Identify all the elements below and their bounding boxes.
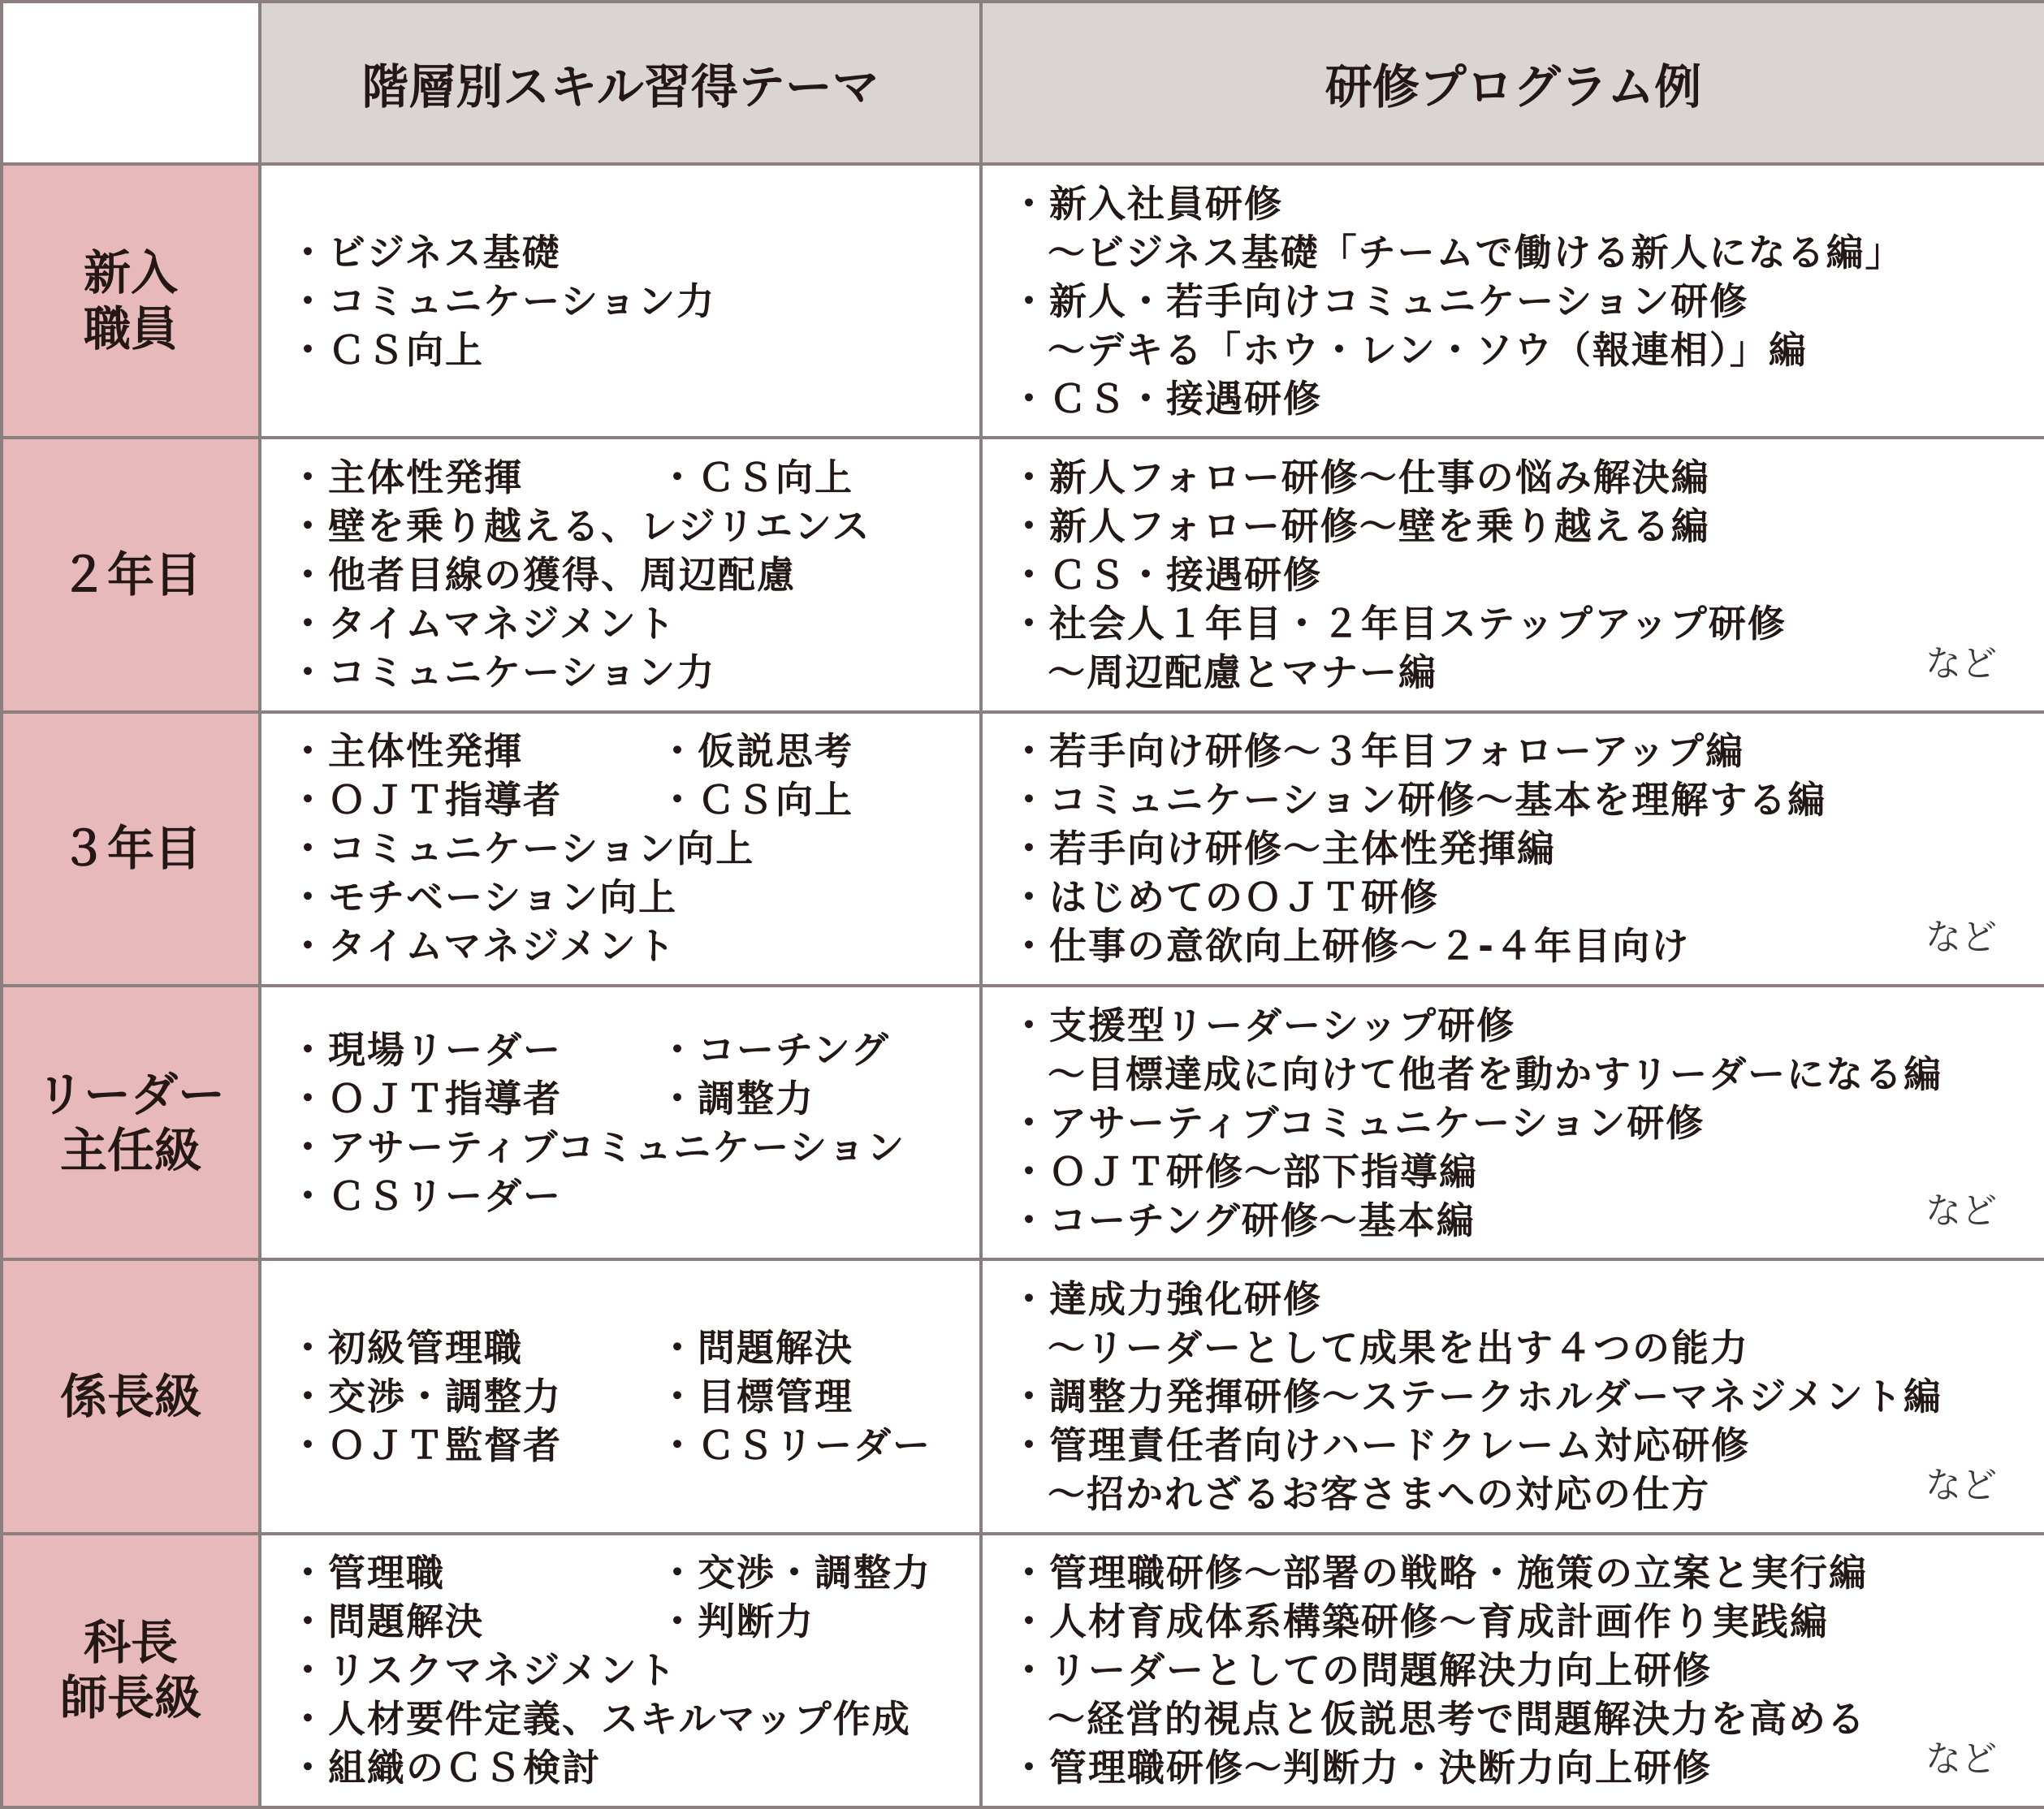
row-level-label xyxy=(2,164,260,438)
program-item: ・コミュニケーション研修～基本を理解する編 xyxy=(1010,778,1827,822)
row-level-label xyxy=(2,1259,260,1533)
skill-line xyxy=(289,1548,979,1597)
program-subtitle: ～経営的視点と仮説思考で問題解決力を高める xyxy=(1048,1697,1866,1742)
level-label-line: リーダー xyxy=(36,1067,225,1123)
skill-line xyxy=(289,1074,979,1123)
skill-line xyxy=(289,775,979,824)
skill-line xyxy=(289,599,979,648)
skill-item: ・調整力 xyxy=(659,1076,815,1120)
skill-item: ・ＣＳリーダー xyxy=(289,1173,562,1218)
program-item: ・コーチング研修～基本編 xyxy=(1010,1198,1476,1242)
skill-item: ・組織のＣＳ検討 xyxy=(289,1746,601,1790)
skill-line xyxy=(289,326,979,374)
skill-item: ・初級管理職 xyxy=(289,1325,523,1370)
skill-item: ・ＣＳ向上 xyxy=(659,778,853,822)
level-label-line: 職員 xyxy=(83,300,178,356)
skill-list xyxy=(261,1025,979,1220)
program-item: ・新入社員研修 xyxy=(1010,181,1283,226)
skill-line xyxy=(289,648,979,697)
skill-line xyxy=(289,502,979,550)
skill-item: ・コーチング xyxy=(659,1027,890,1072)
program-item: ・リーダーとしての問題解決力向上研修 xyxy=(1010,1648,1712,1693)
skill-line xyxy=(289,228,979,277)
table-row xyxy=(2,986,2044,1259)
program-item: ・人材育成体系構築研修～育成計画作り実践編 xyxy=(1010,1600,1829,1644)
skill-line xyxy=(289,1421,979,1470)
skill-item: ・ＣＳリーダー xyxy=(659,1423,931,1467)
program-examples-cell xyxy=(981,438,2044,711)
table-row xyxy=(2,712,2044,986)
skill-list xyxy=(261,453,979,697)
row-level-label xyxy=(2,1534,260,1807)
skill-line xyxy=(289,824,979,873)
skill-item: ・他者目線の獲得、周辺配慮 xyxy=(289,552,796,597)
skill-line xyxy=(289,727,979,775)
program-item: ・調整力発揮研修～ステークホルダーマネジメント編 xyxy=(1010,1374,1942,1418)
skill-line xyxy=(289,453,979,502)
program-list xyxy=(983,727,2044,970)
program-item: ・管理職研修～判断力・決断力向上研修 xyxy=(1010,1746,1712,1790)
skill-item: ・タイムマネジメント xyxy=(289,601,676,645)
skill-list xyxy=(261,727,979,970)
program-subtitle: ～デキる「ホウ・レン・ソウ（報連相）」編 xyxy=(1048,327,1808,372)
program-examples-cell xyxy=(981,1534,2044,1807)
table-body xyxy=(2,164,2044,1807)
skill-line xyxy=(289,550,979,599)
program-subtitle: ～リーダーとして成果を出す４つの能力 xyxy=(1048,1325,1749,1370)
etc-note: など xyxy=(1925,1738,1997,1780)
skill-line xyxy=(289,1323,979,1372)
program-list xyxy=(983,1548,2044,1792)
program-examples-cell xyxy=(981,712,2044,986)
skill-item: ・交渉・調整力 xyxy=(289,1374,562,1418)
program-item: ・管理責任者向けハードクレーム対応研修 xyxy=(1010,1423,1751,1467)
program-subtitle: ～周辺配慮とマナー編 xyxy=(1048,650,1437,694)
program-item: ・仕事の意欲向上研修～２-４年目向け xyxy=(1010,924,1691,969)
skill-line xyxy=(289,1123,979,1172)
etc-note: など xyxy=(1925,916,1997,958)
skill-themes-cell xyxy=(260,986,981,1259)
program-subtitle: ～招かれざるお客さまへの対応の仕方 xyxy=(1048,1471,1710,1516)
program-list xyxy=(983,453,2044,697)
skill-item: ・コミュニケーション力 xyxy=(289,650,716,694)
program-item: ・ＯＪＴ研修～部下指導編 xyxy=(1010,1149,1478,1194)
level-label-line: 主任級 xyxy=(59,1122,201,1178)
header-skill-themes: 階層別スキル習得テーマ xyxy=(260,2,981,164)
row-level-label xyxy=(2,438,260,711)
level-label-line: ２年目 xyxy=(59,546,201,602)
skill-item: ・ＯＪＴ指導者 xyxy=(289,1076,562,1120)
program-item: ・新人・若手向けコミュニケーション研修 xyxy=(1010,278,1749,323)
skill-item: ・壁を乗り越える、レジリエンス xyxy=(289,503,871,548)
skill-themes-cell xyxy=(260,1259,981,1533)
program-item: ・支援型リーダーシップ研修 xyxy=(1010,1003,1516,1047)
skill-item: ・リスクマネジメント xyxy=(289,1648,677,1693)
program-item: ・管理職研修～部署の戦略・施策の立案と実行編 xyxy=(1010,1551,1868,1595)
etc-note: など xyxy=(1925,1464,1997,1506)
skill-item: ・問題解決 xyxy=(659,1325,853,1370)
row-level-label xyxy=(2,986,260,1259)
skill-item: ・問題解決 xyxy=(289,1600,484,1644)
skill-item: ・仮説思考 xyxy=(659,729,853,774)
skill-line xyxy=(289,1646,979,1695)
skill-item: ・管理職 xyxy=(289,1551,445,1595)
skill-item: ・現場リーダー xyxy=(289,1027,562,1072)
skill-item: ・コミュニケーション向上 xyxy=(289,827,755,871)
skill-line xyxy=(289,1743,979,1792)
program-examples-cell xyxy=(981,164,2044,438)
skill-list xyxy=(261,228,979,374)
program-subtitle: ～ビジネス基礎「チームで働ける新人になる編」 xyxy=(1048,230,1904,274)
skill-item: ・コミュニケーション力 xyxy=(289,278,716,323)
level-label-line: 新入 xyxy=(83,245,178,301)
etc-note: など xyxy=(1925,1190,1997,1233)
skill-item: ・ＣＳ向上 xyxy=(659,455,853,499)
level-label-line: 科長 xyxy=(83,1614,178,1670)
skill-item: ・ビジネス基礎 xyxy=(289,230,561,274)
skill-line xyxy=(289,1597,979,1646)
header-program-examples: 研修プログラム例 xyxy=(981,2,2044,164)
program-item: ・ＣＳ・接遇研修 xyxy=(1010,376,1322,421)
program-list xyxy=(983,1275,2044,1518)
header-corner xyxy=(2,2,260,164)
program-item: ・達成力強化研修 xyxy=(1010,1276,1322,1321)
program-examples-cell xyxy=(981,1259,2044,1533)
etc-note: など xyxy=(1925,642,1997,684)
program-item: ・アサーティブコミュニケーション研修 xyxy=(1010,1100,1705,1145)
skill-line xyxy=(289,873,979,922)
table-row xyxy=(2,164,2044,438)
skill-line xyxy=(289,277,979,326)
skill-item: ・主体性発揮 xyxy=(289,455,523,499)
program-item: ・若手向け研修～主体性発揮編 xyxy=(1010,827,1556,871)
skill-item: ・目標管理 xyxy=(659,1374,853,1418)
skill-themes-cell xyxy=(260,438,981,711)
program-list xyxy=(983,1001,2044,1245)
table-row xyxy=(2,1534,2044,1807)
program-list xyxy=(983,179,2044,423)
level-label-line: 師長級 xyxy=(59,1670,201,1726)
skill-item: ・主体性発揮 xyxy=(289,729,523,774)
level-label-line: 係長級 xyxy=(59,1368,201,1424)
program-item: ・新人フォロー研修～壁を乗り越える編 xyxy=(1010,503,1710,548)
table-row xyxy=(2,1259,2044,1533)
skill-line xyxy=(289,922,979,970)
row-level-label xyxy=(2,712,260,986)
skill-item: ・交渉・調整力 xyxy=(659,1551,931,1595)
program-item: ・新人フォロー研修～仕事の悩み解決編 xyxy=(1010,455,1710,499)
table-row xyxy=(2,438,2044,711)
skill-list xyxy=(261,1548,979,1792)
skill-themes-cell xyxy=(260,1534,981,1807)
skill-list xyxy=(261,1323,979,1470)
program-item: ・はじめてのＯＪＴ研修 xyxy=(1010,875,1439,920)
program-examples-cell xyxy=(981,986,2044,1259)
skill-item: ・ＯＪＴ監督者 xyxy=(289,1423,562,1467)
program-item: ・社会人１年目・２年目ステップアップ研修 xyxy=(1010,601,1787,645)
skill-line xyxy=(289,1172,979,1220)
program-subtitle: ～目標達成に向けて他者を動かすリーダーになる編 xyxy=(1048,1051,1943,1096)
skill-item: ・判断力 xyxy=(659,1600,815,1644)
skill-item: ・タイムマネジメント xyxy=(289,924,676,969)
skill-item: ・モチベーション向上 xyxy=(289,875,678,920)
level-label-line: ３年目 xyxy=(59,821,201,877)
program-item: ・若手向け研修～３年目フォローアップ編 xyxy=(1010,729,1745,774)
skill-item: ・人材要件定義、スキルマップ作成 xyxy=(289,1697,911,1742)
skill-item: ・ＣＳ向上 xyxy=(289,327,484,372)
skill-line xyxy=(289,1372,979,1421)
header-row xyxy=(2,2,2044,164)
skill-line xyxy=(289,1025,979,1074)
skill-item: ・ＯＪＴ指導者 xyxy=(289,778,562,822)
skill-themes-cell xyxy=(260,712,981,986)
skill-themes-cell xyxy=(260,164,981,438)
skill-item: ・アサーティブコミュニケーション xyxy=(289,1125,906,1169)
skill-line xyxy=(289,1695,979,1743)
program-item: ・ＣＳ・接遇研修 xyxy=(1010,552,1322,597)
